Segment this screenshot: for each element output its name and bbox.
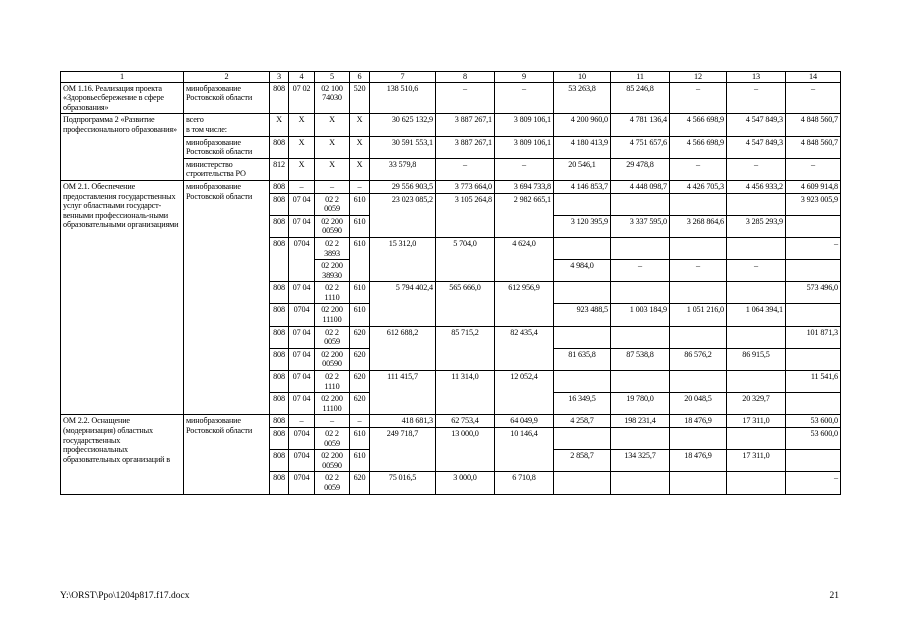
table-cell [554, 472, 611, 494]
table-cell: 3 285 293,9 [727, 215, 786, 237]
table-cell: 4 624,0 [495, 237, 554, 281]
table-cell: 86 576,2 [670, 348, 727, 370]
table-cell: 620 [350, 326, 370, 348]
table-cell: – [670, 260, 727, 282]
table-cell: 808 [270, 136, 289, 158]
table-cell [554, 237, 611, 259]
table-cell [727, 428, 786, 450]
table-cell [670, 193, 727, 215]
table-cell: 808 [270, 450, 289, 472]
table-cell [727, 237, 786, 259]
column-header: 12 [670, 72, 727, 83]
table-cell: 18 476,9 [670, 415, 727, 428]
table-cell: 30 625 132,9 [370, 114, 436, 136]
table-cell [727, 472, 786, 494]
table-cell: 3 809 106,1 [495, 136, 554, 158]
table-cell: 3 120 395,9 [554, 215, 611, 237]
header-row [61, 72, 841, 83]
table-cell: 249 718,7 [370, 428, 436, 472]
table-cell: 3 887 267,1 [436, 136, 495, 158]
table-cell [727, 371, 786, 393]
table-cell: 808 [270, 215, 289, 237]
table-cell: 3 337 595,0 [611, 215, 670, 237]
table-cell: – [289, 415, 315, 428]
table-cell: 4 566 698,9 [670, 114, 727, 136]
table-cell: 3 000,0 [436, 472, 495, 494]
table-cell: – [670, 158, 727, 180]
table-cell: 0704 [289, 428, 315, 450]
table-cell: – [436, 82, 495, 114]
table-cell: 02 2 1110 [315, 282, 350, 304]
table-cell: 07 04 [289, 193, 315, 215]
column-header: 7 [370, 72, 436, 83]
table-cell: 4 547 849,3 [727, 136, 786, 158]
table-cell: 81 635,8 [554, 348, 611, 370]
table-cell: 17 311,0 [727, 415, 786, 428]
table-cell: 4 848 560,7 [786, 136, 841, 158]
table-cell: 02 200 00590 [315, 450, 350, 472]
table-cell: – [786, 237, 841, 259]
table-cell: 610 [350, 304, 370, 326]
table-cell: 07 04 [289, 393, 315, 415]
table-cell: X [350, 158, 370, 180]
table-cell: 3 887 267,1 [436, 114, 495, 136]
column-header: 4 [289, 72, 315, 83]
table-cell: 53 600,0 [786, 415, 841, 428]
table-cell: 85 246,8 [611, 82, 670, 114]
table-cell: 29 556 903,5 [370, 180, 436, 193]
table-cell: 75 016,5 [370, 472, 436, 494]
table-cell: 20 546,1 [554, 158, 611, 180]
table-cell: 808 [270, 326, 289, 348]
table-cell: 3 105 264,8 [436, 193, 495, 237]
table-cell [727, 326, 786, 348]
table-cell: 02 2 1110 [315, 371, 350, 393]
table-cell: 07 04 [289, 348, 315, 370]
table-cell: 808 [270, 428, 289, 450]
table-cell: 134 325,7 [611, 450, 670, 472]
table-cell: 3 773 664,0 [436, 180, 495, 193]
table-cell [611, 371, 670, 393]
table-cell: 5 794 402,4 [370, 282, 436, 326]
table-cell: 520 [350, 82, 370, 114]
table-cell: минобразование Ростовской области [184, 415, 270, 494]
table-cell: 02 200 00590 [315, 215, 350, 237]
table-cell: 29 478,8 [611, 158, 670, 180]
table-cell: 610 [350, 428, 370, 450]
table-cell: министерство строительства РО [184, 158, 270, 180]
table-cell: 610 [350, 450, 370, 472]
table-cell: 4 566 698,9 [670, 136, 727, 158]
table-cell: 808 [270, 304, 289, 326]
table-cell: 07 04 [289, 371, 315, 393]
column-header: 8 [436, 72, 495, 83]
table-cell: 812 [270, 158, 289, 180]
table-cell: X [315, 114, 350, 136]
table-cell [670, 282, 727, 304]
table-cell: 4 180 413,9 [554, 136, 611, 158]
table-cell: 16 349,5 [554, 393, 611, 415]
table-cell: 4 426 705,3 [670, 180, 727, 193]
column-header: 10 [554, 72, 611, 83]
table-cell: 2 982 665,1 [495, 193, 554, 237]
table-cell: – [495, 158, 554, 180]
table-cell: 923 488,5 [554, 304, 611, 326]
table-cell: 20 329,7 [727, 393, 786, 415]
table-cell [786, 393, 841, 415]
table-cell: 13 000,0 [436, 428, 495, 472]
table-cell: 3 923 005,9 [786, 193, 841, 215]
table-cell: X [350, 136, 370, 158]
table-cell [727, 193, 786, 215]
table-cell: минобразование Ростовской области [184, 82, 270, 114]
table-cell: 808 [270, 237, 289, 281]
table-cell [554, 428, 611, 450]
table-cell: 02 200 00590 [315, 348, 350, 370]
table-cell: 02 2 3893 [315, 237, 350, 259]
table-cell: 565 666,0 [436, 282, 495, 326]
table-cell: 3 268 864,6 [670, 215, 727, 237]
table-cell: 4 984,0 [554, 260, 611, 282]
table-cell [786, 215, 841, 237]
table-cell [611, 428, 670, 450]
table-cell [786, 260, 841, 282]
table-cell: ОМ 2.1. Обеспечение предоставления государственных услуг областными государст-венными профессиональ-ными образовательными организациями [61, 180, 184, 414]
table-cell: ОМ 1.16. Реализация проекта «Здоровьесбережение в сфере образования» [61, 82, 184, 114]
table-cell: 86 915,5 [727, 348, 786, 370]
table-cell [727, 282, 786, 304]
table-cell: 808 [270, 472, 289, 494]
table-cell: 6 710,8 [495, 472, 554, 494]
table-cell: 64 049,9 [495, 415, 554, 428]
table-cell: ОМ 2.2. Оснащение (модернизация) областных государственных профессиональных образовательных организаций в [61, 415, 184, 494]
column-header: 2 [184, 72, 270, 83]
table-cell: – [289, 180, 315, 193]
table-cell: 18 476,9 [670, 450, 727, 472]
table-cell [611, 282, 670, 304]
table-cell: – [315, 415, 350, 428]
table-cell: 808 [270, 82, 289, 114]
table-cell [554, 326, 611, 348]
table-cell: 808 [270, 415, 289, 428]
table-cell [611, 237, 670, 259]
table-cell: 573 496,0 [786, 282, 841, 304]
table-cell: X [289, 114, 315, 136]
table-cell: X [289, 136, 315, 158]
table-cell: 610 [350, 193, 370, 215]
column-header: 9 [495, 72, 554, 83]
table-cell [670, 472, 727, 494]
table-cell [786, 348, 841, 370]
table-cell [786, 304, 841, 326]
table-cell: 610 [350, 282, 370, 304]
table-row [61, 180, 841, 193]
table-cell: 612 956,9 [495, 282, 554, 326]
table-cell: 20 048,5 [670, 393, 727, 415]
table-cell: 620 [350, 472, 370, 494]
table-cell: Подпрограмма 2 «Развитие профессионального образования» [61, 114, 184, 181]
column-header: 14 [786, 72, 841, 83]
table-cell: 610 [350, 237, 370, 281]
table-cell: 0704 [289, 450, 315, 472]
table-cell: 808 [270, 282, 289, 304]
table-cell: 11 314,0 [436, 371, 495, 415]
table-cell: 33 579,8 [370, 158, 436, 180]
table-cell: 1 064 394,1 [727, 304, 786, 326]
table-cell: 07 04 [289, 326, 315, 348]
table-cell: 808 [270, 180, 289, 193]
column-header: 3 [270, 72, 289, 83]
table-cell: 4 751 657,6 [611, 136, 670, 158]
table-cell: 30 591 553,1 [370, 136, 436, 158]
table-cell: 4 456 933,2 [727, 180, 786, 193]
table-cell: 0704 [289, 472, 315, 494]
table-cell: всего в том числе: [184, 114, 270, 136]
table-cell: 101 871,3 [786, 326, 841, 348]
table-cell: 02 2 0059 [315, 472, 350, 494]
table-cell: – [611, 260, 670, 282]
table-cell: 07 04 [289, 215, 315, 237]
table-cell: 0704 [289, 237, 315, 281]
table-cell: 85 715,2 [436, 326, 495, 370]
table-cell: 620 [350, 348, 370, 370]
table-cell: 87 538,8 [611, 348, 670, 370]
table-cell: – [495, 82, 554, 114]
table-cell [554, 193, 611, 215]
table-cell: 808 [270, 348, 289, 370]
table-cell: – [350, 415, 370, 428]
table-cell: – [786, 472, 841, 494]
table-cell: X [289, 158, 315, 180]
table-cell: 15 312,0 [370, 237, 436, 281]
table-cell: 19 780,0 [611, 393, 670, 415]
table-cell: 53 263,8 [554, 82, 611, 114]
table-cell: 4 448 098,7 [611, 180, 670, 193]
table-cell: 82 435,4 [495, 326, 554, 370]
table-cell: 02 100 74030 [315, 82, 350, 114]
page-number: 21 [829, 591, 839, 601]
table-cell: 23 023 085,2 [370, 193, 436, 237]
table-row [61, 415, 841, 428]
table-cell: 10 146,4 [495, 428, 554, 472]
table-cell: 62 753,4 [436, 415, 495, 428]
table-cell: 3 694 733,8 [495, 180, 554, 193]
table-cell: – [786, 158, 841, 180]
table-cell: 610 [350, 215, 370, 237]
table-body [61, 72, 841, 495]
column-header: 6 [350, 72, 370, 83]
table-cell: – [727, 260, 786, 282]
table-cell [611, 326, 670, 348]
table-cell: 2 858,7 [554, 450, 611, 472]
table-cell: 808 [270, 371, 289, 393]
table-cell: 620 [350, 393, 370, 415]
table-cell: 02 2 0059 [315, 193, 350, 215]
table-row [61, 82, 841, 114]
column-header: 1 [61, 72, 184, 83]
column-header: 13 [727, 72, 786, 83]
table-cell [670, 237, 727, 259]
table-cell: X [315, 136, 350, 158]
table-cell: 4 848 560,7 [786, 114, 841, 136]
table-row [61, 114, 841, 136]
table-cell: 5 704,0 [436, 237, 495, 281]
table-cell [554, 282, 611, 304]
table-cell: 418 681,3 [370, 415, 436, 428]
table-cell [554, 371, 611, 393]
table-cell: – [727, 82, 786, 114]
table-cell: 4 781 136,4 [611, 114, 670, 136]
table-cell: 138 510,6 [370, 82, 436, 114]
table-cell: – [350, 180, 370, 193]
table-cell: X [350, 114, 370, 136]
table-cell: 02 2 0059 [315, 326, 350, 348]
table-cell: – [670, 82, 727, 114]
table-cell: 0704 [289, 304, 315, 326]
table-cell: 17 311,0 [727, 450, 786, 472]
table-cell [611, 472, 670, 494]
table-cell: минобразование Ростовской области [184, 136, 270, 158]
table-cell: 12 052,4 [495, 371, 554, 415]
table-cell: 808 [270, 393, 289, 415]
table-cell: X [270, 114, 289, 136]
table-cell: 02 2 0059 [315, 428, 350, 450]
table-cell: 07 04 [289, 282, 315, 304]
table-cell: – [315, 180, 350, 193]
table-cell: 4 146 853,7 [554, 180, 611, 193]
table-cell: – [436, 158, 495, 180]
table-cell: 4 258,7 [554, 415, 611, 428]
table-cell: 11 541,6 [786, 371, 841, 393]
column-header: 5 [315, 72, 350, 83]
table-cell: 1 003 184,9 [611, 304, 670, 326]
table-cell: 808 [270, 193, 289, 215]
table-cell: 07 02 [289, 82, 315, 114]
table-cell [786, 450, 841, 472]
table-cell: X [315, 158, 350, 180]
table-cell: 3 809 106,1 [495, 114, 554, 136]
table-cell: 1 051 216,0 [670, 304, 727, 326]
table-cell: 02 200 38930 [315, 260, 350, 282]
table-cell: – [727, 158, 786, 180]
table-cell: 4 609 914,8 [786, 180, 841, 193]
table-cell [670, 326, 727, 348]
table-cell [670, 428, 727, 450]
table-cell: 53 600,0 [786, 428, 841, 450]
table-cell: 02 200 11100 [315, 393, 350, 415]
table-cell: – [786, 82, 841, 114]
table-cell: 4 547 849,3 [727, 114, 786, 136]
table-cell: 198 231,4 [611, 415, 670, 428]
column-header: 11 [611, 72, 670, 83]
table-cell [611, 193, 670, 215]
table-cell [670, 371, 727, 393]
footer-file-path: Y:\ORST\Ppo\1204p817.f17.docx [60, 591, 190, 601]
table-cell: 4 200 960,0 [554, 114, 611, 136]
table-cell: 620 [350, 371, 370, 393]
table-cell: 111 415,7 [370, 371, 436, 415]
table-cell: 02 200 11100 [315, 304, 350, 326]
table-cell: минобразование Ростовской области [184, 180, 270, 414]
budget-table [60, 71, 841, 495]
table-cell: 612 688,2 [370, 326, 436, 370]
